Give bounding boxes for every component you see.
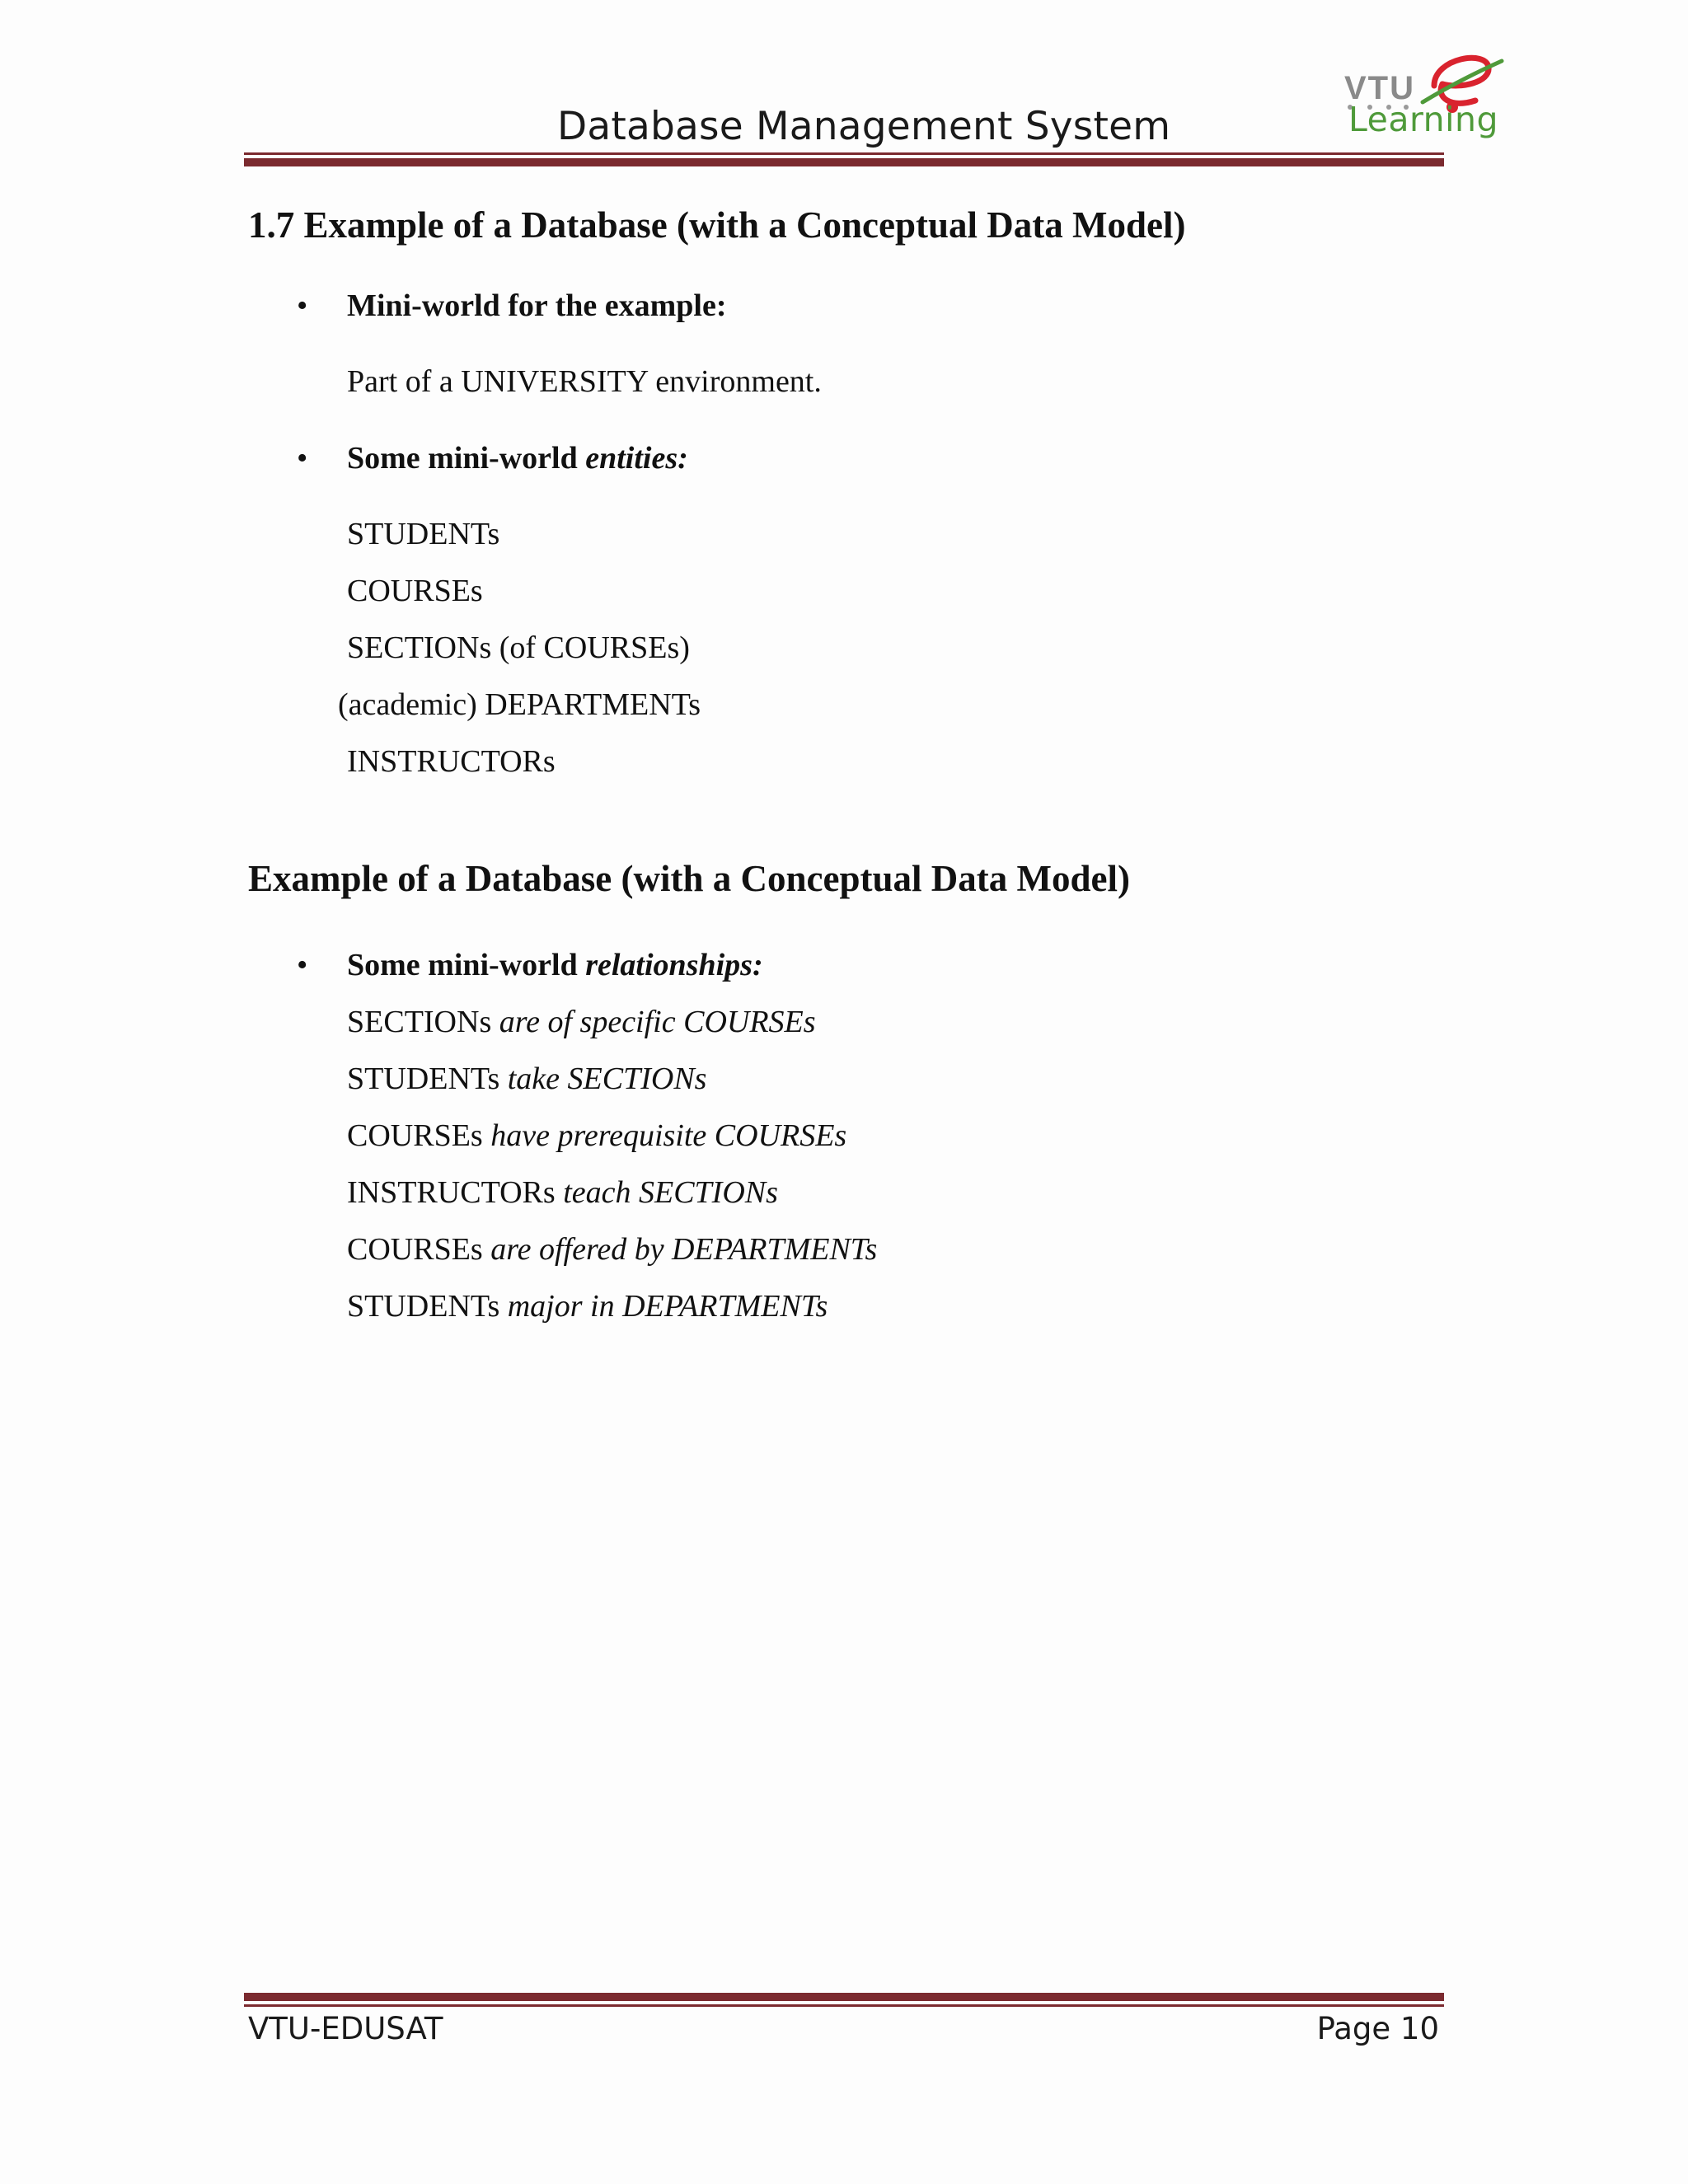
relationship-predicate: are offered by DEPARTMENTs — [482, 1232, 878, 1267]
entities-label-prefix: Some mini-world — [347, 441, 586, 476]
logo-learning-text: Learning — [1348, 100, 1498, 139]
relationship-predicate: major in DEPARTMENTs — [499, 1289, 828, 1324]
entities-label — [347, 438, 688, 478]
bullet-icon: • — [297, 441, 308, 476]
entity-item: STUDENTs — [347, 517, 500, 551]
logo-vtu-text: VTU — [1344, 70, 1415, 106]
footer-rule-thin — [244, 2004, 1444, 2007]
relationship-subject: SECTIONs — [347, 1005, 492, 1039]
footer-double-rule — [244, 1993, 1444, 2008]
miniworld-label: Mini-world for the example: — [347, 288, 727, 323]
relationships-label-emphasis: relationships: — [585, 948, 763, 982]
relationship-predicate: take SECTIONs — [499, 1062, 707, 1096]
bullet-icon: • — [297, 288, 308, 323]
footer-label: VTU-EDUSAT — [248, 2011, 443, 2046]
relationships-label-prefix: Some mini-world — [347, 948, 586, 982]
relationship-subject: STUDENTs — [347, 1062, 500, 1096]
miniworld-text: Part of a UNIVERSITY environment. — [347, 364, 822, 399]
section-heading: Example of a Database (with a Conceptual Data Model) — [248, 858, 1130, 899]
bullet-icon: • — [297, 948, 308, 982]
relationship-predicate: teach SECTIONs — [555, 1175, 778, 1210]
document-header-title: Database Management System — [557, 104, 1171, 149]
relationships-label — [347, 945, 763, 985]
page-number: Page 10 — [1316, 2011, 1439, 2046]
vtu-elearning-logo — [1337, 40, 1510, 147]
header-rule-thick — [244, 158, 1444, 166]
relationship-item — [347, 1002, 816, 1042]
relationship-subject: COURSEs — [347, 1232, 483, 1267]
relationship-predicate: are of specific COURSEs — [491, 1005, 816, 1039]
header-double-rule — [244, 152, 1444, 167]
relationship-subject: STUDENTs — [347, 1289, 500, 1324]
relationship-subject: INSTRUCTORs — [347, 1175, 556, 1210]
relationship-item — [347, 1116, 846, 1155]
header-rule-thin — [244, 152, 1444, 155]
footer-rule-thick — [244, 1993, 1444, 2001]
entity-item: SECTIONs (of COURSEs) — [347, 630, 690, 665]
relationship-item — [347, 1230, 877, 1269]
relationship-predicate: have prerequisite COURSEs — [482, 1118, 847, 1153]
entity-item: (academic) DEPARTMENTs — [338, 687, 701, 722]
entity-item: INSTRUCTORs — [347, 744, 556, 779]
relationship-item — [347, 1173, 778, 1212]
relationship-subject: COURSEs — [347, 1118, 483, 1153]
section-heading: 1.7 Example of a Database (with a Conceptual Data Model) — [248, 204, 1186, 246]
relationship-item — [347, 1286, 828, 1326]
entity-item: COURSEs — [347, 574, 483, 608]
relationship-item — [347, 1059, 706, 1099]
entities-label-emphasis: entities: — [585, 441, 688, 476]
